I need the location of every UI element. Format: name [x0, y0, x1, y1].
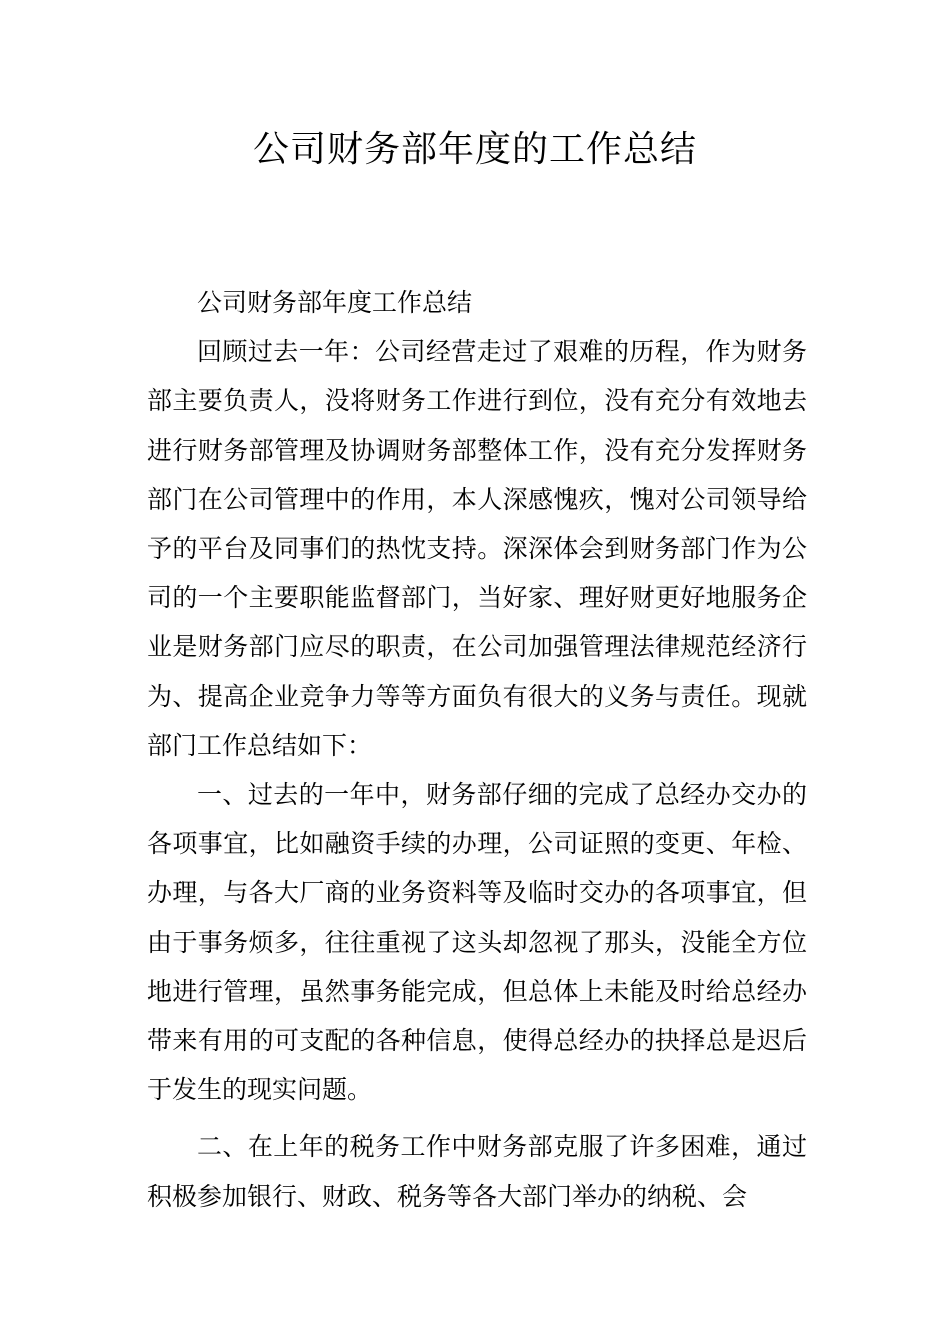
paragraph-item-two: 二、在上年的税务工作中财务部克服了许多困难，通过积极参加银行、财政、税务等各大部门举办的纳税、会	[147, 1132, 807, 1211]
paragraph-review: 回顾过去一年：公司经营走过了艰难的历程，作为财务部主要负责人，没将财务工作进行到位，没有充分有效地去进行财务部管理及协调财务部整体工作，没有充分发挥财务部门在公司管理中的作用，本人深感愧疚，愧对公司领导给予的平台及同事们的热忱支持。深深体会到财务部门作为公司的一个主要职能监督部门，当好家、理好财更好地服务企业是财务部门应尽的职责，在公司加强管理法律规范经济行为、提高企业竞争力等等方面负有很大的义务与责任。现就部门工作总结如下：	[147, 337, 807, 760]
paragraph-heading: 公司财务部年度工作总结	[197, 288, 473, 317]
paragraph-item-one: 一、过去的一年中，财务部仔细的完成了总经办交办的各项事宜，比如融资手续的办理，公司证照的变更、年检、办理，与各大厂商的业务资料等及临时交办的各项事宜，但由于事务烦多，往往重视了这头却忽视了那头，没能全方位地进行管理，虽然事务能完成，但总体上未能及时给总经办带来有用的可支配的各种信息，使得总经办的抉择总是迟后于发生的现实问题。	[147, 780, 807, 1105]
document-body	[147, 278, 807, 1221]
document-title: 公司财务部年度的工作总结	[252, 129, 697, 170]
